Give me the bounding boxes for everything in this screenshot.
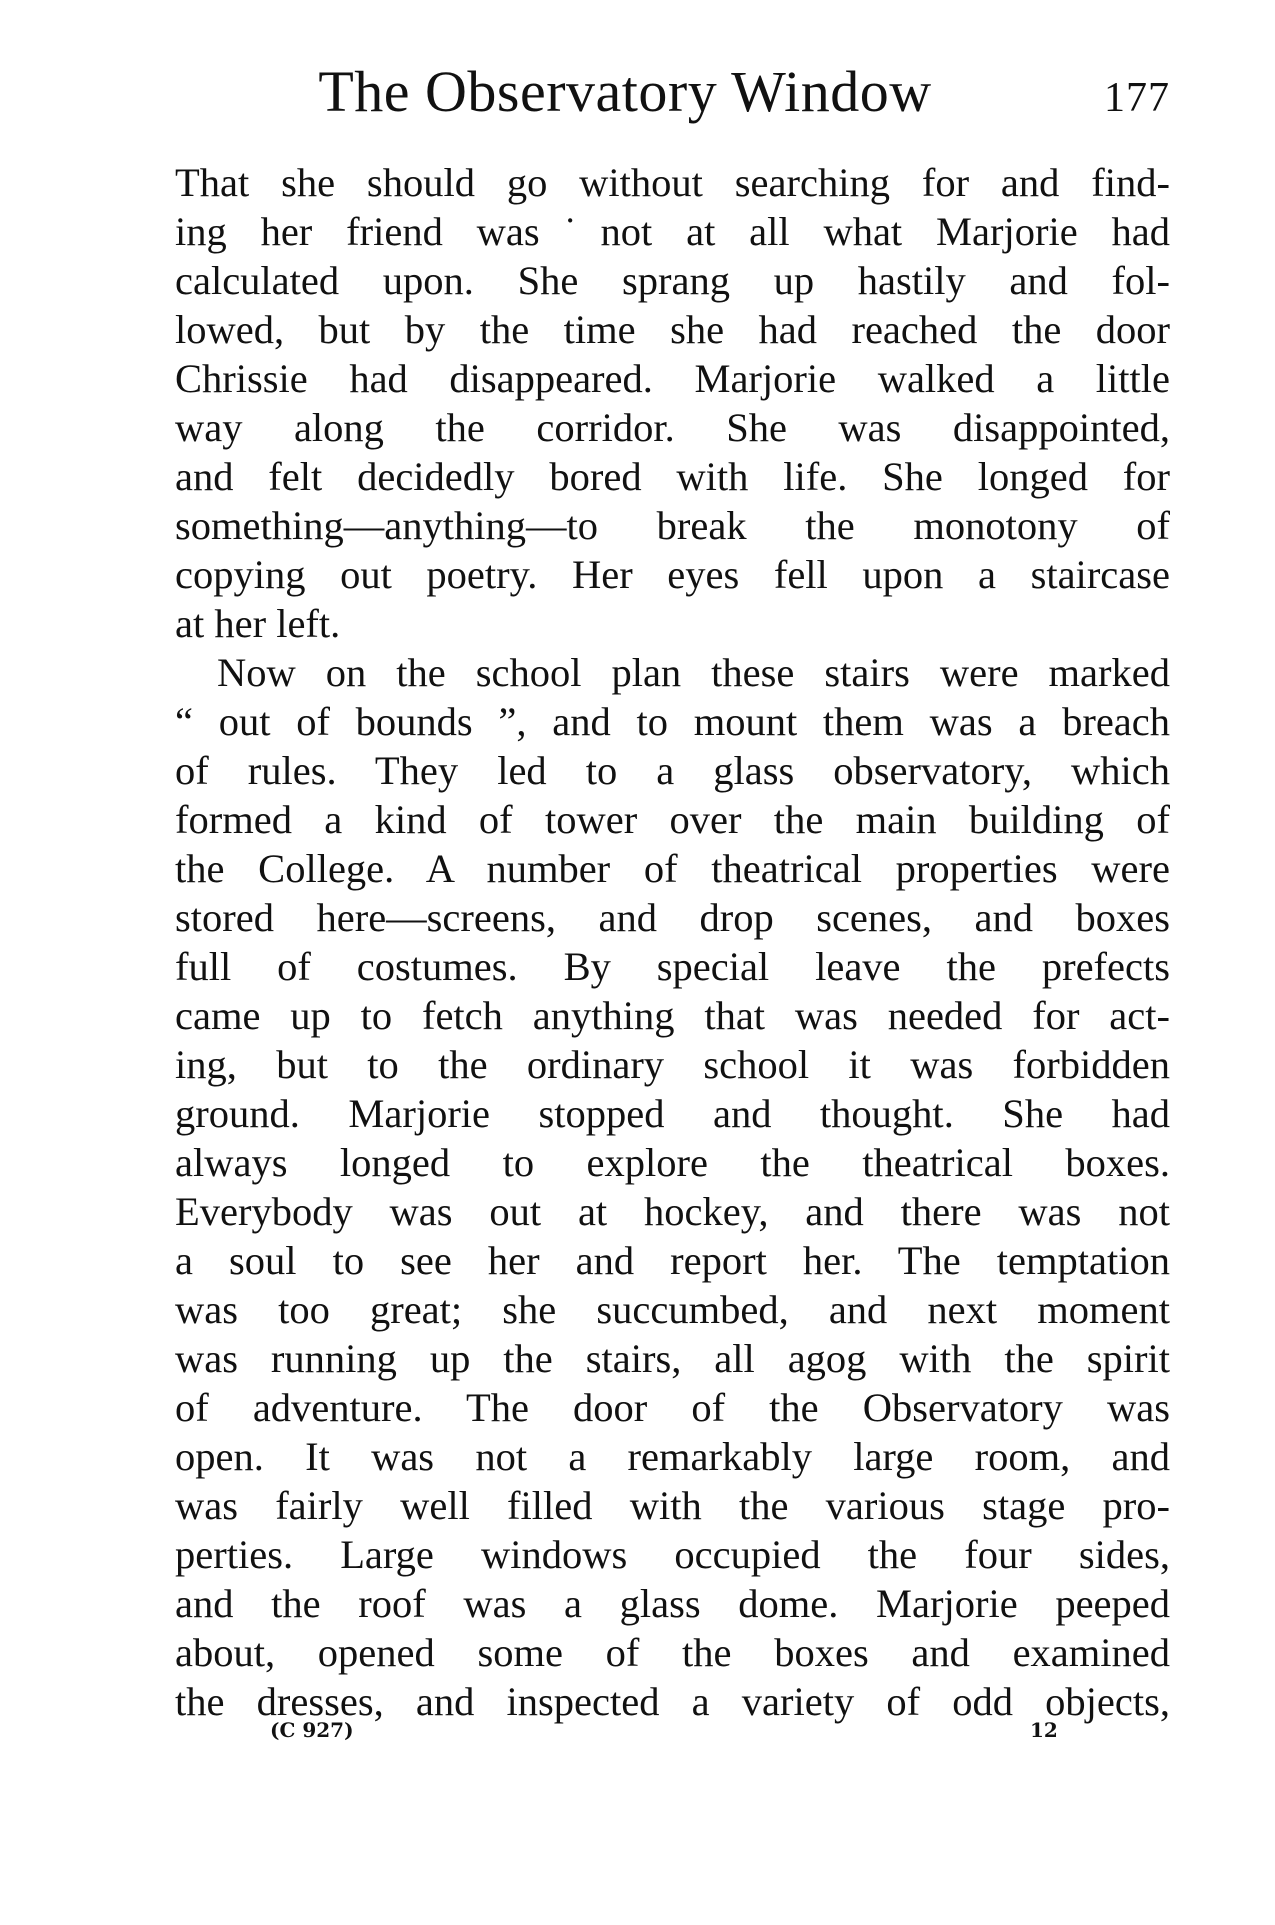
text-line: was too great; she succumbed, and next moment	[175, 1287, 1170, 1332]
text-line: formed a kind of tower over the main building of	[175, 797, 1170, 842]
text-line: Now on the school plan these stairs were marked	[217, 650, 1170, 695]
text-line: ground. Marjorie stopped and thought. She had	[175, 1091, 1170, 1136]
text-line: came up to fetch anything that was needed for act-	[175, 993, 1170, 1038]
text-line: was fairly well filled with the various stage pro-	[175, 1483, 1170, 1528]
text-line: copying out poetry. Her eyes fell upon a staircase	[175, 552, 1170, 597]
text-line: Everybody was out at hockey, and there was not	[175, 1189, 1170, 1234]
text-line: the dresses, and inspected a variety of odd objects,	[175, 1679, 1170, 1724]
page-number: 177	[1104, 75, 1170, 121]
running-head	[175, 52, 1170, 132]
text-line: ing, but to the ordinary school it was forbidden	[175, 1042, 1170, 1087]
text-line: full of costumes. By special leave the prefects	[175, 944, 1170, 989]
paragraph-2	[175, 648, 1170, 1726]
text-line: something—anything—to break the monotony of	[175, 503, 1170, 548]
text-line: about, opened some of the boxes and examined	[175, 1630, 1170, 1675]
text-line: stored here—screens, and drop scenes, and boxes	[175, 895, 1170, 940]
text-line: always longed to explore the theatrical boxes.	[175, 1140, 1170, 1185]
text-line: calculated upon. She sprang up hastily and fol-	[175, 258, 1170, 303]
text-line: and felt decidedly bored with life. She longed for	[175, 454, 1170, 499]
text-line: That she should go without searching for and find-	[175, 160, 1170, 205]
signature-code: (C 927)	[270, 1718, 354, 1742]
text-line: of rules. They led to a glass observatory, which	[175, 748, 1170, 793]
body-text	[175, 158, 1170, 1726]
text-line: way along the corridor. She was disappointed,	[175, 405, 1170, 450]
signature-number: 12	[1030, 1718, 1058, 1742]
text-line: of adventure. The door of the Observatory was	[175, 1385, 1170, 1430]
running-title: The Observatory Window	[318, 59, 932, 124]
text-line: at her left.	[175, 601, 341, 646]
text-line: Chrissie had disappeared. Marjorie walked a little	[175, 356, 1170, 401]
text-line: a soul to see her and report her. The temptation	[175, 1238, 1170, 1283]
page-footer	[175, 1710, 1170, 1750]
text-line: was running up the stairs, all agog with the spirit	[175, 1336, 1170, 1381]
paragraph-1	[175, 158, 1170, 648]
text-line: and the roof was a glass dome. Marjorie peeped	[175, 1581, 1170, 1626]
text-line: “ out of bounds ”, and to mount them was a breach	[175, 699, 1170, 744]
text-line: lowed, but by the time she had reached the door	[175, 307, 1170, 352]
text-line: open. It was not a remarkably large room, and	[175, 1434, 1170, 1479]
text-line: the College. A number of theatrical properties were	[175, 846, 1170, 891]
text-line: ing her friend was˙not at all what Marjorie had	[175, 209, 1170, 254]
text-line: perties. Large windows occupied the four sides,	[175, 1532, 1170, 1577]
